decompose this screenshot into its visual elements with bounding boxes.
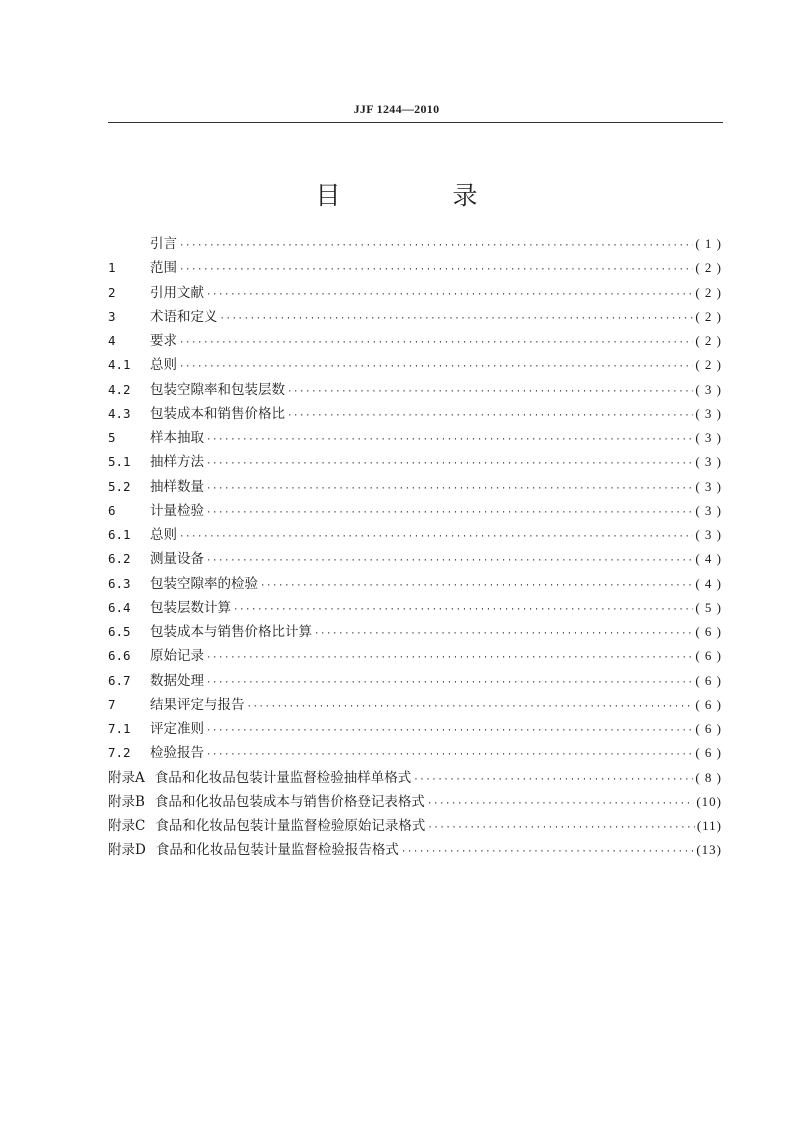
toc-entry	[108, 669, 722, 693]
toc-entry-appendix	[108, 790, 722, 814]
toc-entry-page: ( 3 )	[695, 502, 722, 518]
toc-entry-number: 6.6	[108, 648, 131, 664]
toc-entry-page: (11)	[696, 818, 722, 833]
toc-entry-number: 3	[108, 308, 116, 324]
toc-entry-label: 包装层数计算	[150, 599, 231, 616]
toc-entry-label: 检验报告	[150, 745, 204, 762]
toc-entry-number: 附录B	[108, 793, 145, 810]
toc-entry-label: 结果评定与报告	[150, 696, 245, 713]
toc-entry-number: 附录A	[108, 769, 145, 786]
toc-entry-label: 食品和化妆品包装计量监督检验抽样单格式	[154, 769, 412, 786]
toc-entry-page: ( 4 )	[695, 551, 722, 567]
toc-entry-page: ( 1 )	[695, 236, 722, 251]
toc-entry-label: 食品和化妆品包装计量监督检验报告格式	[155, 842, 399, 859]
toc-entry	[108, 596, 722, 620]
toc-entry-page: ( 2 )	[695, 284, 722, 300]
header-rule	[108, 122, 723, 123]
toc-entry-page: ( 2 )	[695, 357, 722, 373]
toc-entry-label: 样本抽取	[150, 430, 204, 446]
toc-entry-page: ( 5 )	[695, 599, 722, 615]
toc-entry-page: ( 3 )	[695, 405, 722, 421]
toc-entry-number: 6	[108, 502, 116, 518]
toc-entry-label: 总则	[150, 357, 177, 374]
toc-entry-label: 抽样方法	[150, 454, 204, 471]
toc-entry-page: ( 6 )	[695, 624, 722, 639]
toc-entry	[108, 644, 722, 668]
toc-entry-appendix	[108, 814, 722, 838]
toc-leader-dots	[179, 258, 693, 282]
toc-entry-number: 6.2	[108, 551, 131, 567]
toc-entry	[108, 475, 722, 499]
toc-leader-dots	[179, 355, 693, 379]
toc-leader-dots	[287, 380, 693, 404]
toc-entry-page: (13)	[696, 842, 722, 858]
toc-entry	[108, 693, 722, 717]
toc-leader-dots	[260, 574, 693, 598]
toc-entry-number: 6.4	[108, 599, 131, 615]
toc-entry-number: 6.5	[108, 624, 131, 639]
toc-entry-number: 4.2	[108, 381, 131, 397]
toc-entry-appendix	[108, 766, 722, 790]
toc-leader-dots	[206, 743, 693, 767]
toc-entry	[108, 256, 722, 280]
toc-entry-page: ( 4 )	[695, 575, 722, 591]
toc-entry	[108, 232, 722, 256]
toc-entry-label: 术语和定义	[150, 308, 218, 325]
toc-leader-dots	[206, 549, 693, 573]
toc-entry-page: ( 3 )	[695, 430, 722, 445]
toc-title: 目 录	[315, 181, 530, 210]
toc-entry-page: ( 6 )	[695, 696, 722, 712]
toc-entry-label: 引言	[150, 236, 177, 252]
toc-entry-number: 6.3	[108, 575, 131, 591]
standard-code-header: JJF 1244—2010	[353, 102, 440, 116]
toc-entry-number: 6.1	[108, 527, 131, 542]
toc-leader-dots	[206, 671, 693, 695]
toc-leader-dots	[287, 404, 693, 428]
toc-leader-dots	[179, 234, 693, 258]
toc-leader-dots	[427, 816, 694, 840]
toc-entry	[108, 402, 722, 426]
toc-entry-appendix	[108, 838, 722, 862]
toc-entry-page: ( 3 )	[695, 454, 722, 470]
toc-entry-label: 包装成本和销售价格比	[150, 405, 285, 422]
toc-leader-dots	[179, 525, 693, 549]
toc-entry-label: 食品和化妆品包装计量监督检验原始记录格式	[155, 818, 426, 834]
toc-entry-label: 包装空隙率的检验	[150, 575, 258, 592]
toc-entry-label: 食品和化妆品包装成本与销售价格登记表格式	[154, 793, 425, 810]
toc-entry-number: 5	[108, 430, 116, 445]
toc-entry	[108, 620, 722, 644]
toc-entry-number: 4.3	[108, 405, 131, 421]
toc-leader-dots	[206, 646, 693, 670]
toc-leader-dots	[427, 792, 694, 816]
toc-leader-dots	[247, 695, 694, 719]
toc-entry-page: ( 6 )	[695, 721, 722, 736]
toc-leader-dots	[206, 283, 693, 307]
toc-leader-dots	[220, 307, 694, 331]
toc-entry-label: 要求	[150, 333, 177, 349]
toc-entry-number: 附录C	[108, 818, 146, 834]
toc-leader-dots	[206, 428, 693, 452]
toc-entry	[108, 572, 722, 596]
toc-entry-label: 包装空隙率和包装层数	[150, 381, 285, 398]
toc-entry-number: 2	[108, 284, 116, 300]
toc-entry-number: 5.1	[108, 454, 131, 470]
toc-entry-label: 评定准则	[150, 721, 204, 737]
toc-entry-label: 引用文献	[150, 284, 204, 301]
toc-leader-dots	[401, 840, 695, 864]
toc-entry-page: ( 6 )	[695, 648, 722, 664]
toc-entry	[108, 547, 722, 571]
toc-leader-dots	[179, 331, 693, 355]
toc-entry-label: 测量设备	[150, 551, 204, 568]
toc-leader-dots	[413, 768, 693, 792]
toc-entry	[108, 353, 722, 377]
toc-entry-number: 7.1	[108, 721, 131, 736]
toc-entry-page: ( 2 )	[695, 308, 722, 324]
toc-entry-label: 范围	[150, 260, 177, 277]
toc-entry-label: 计量检验	[150, 502, 204, 519]
toc-entry-label: 数据处理	[150, 672, 204, 689]
toc-entry-page: ( 3 )	[695, 381, 722, 397]
toc-leader-dots	[314, 622, 693, 646]
toc-leader-dots	[206, 501, 693, 525]
toc-entry	[108, 523, 722, 547]
toc-entry-label: 原始记录	[150, 648, 204, 665]
toc-entry-page: ( 6 )	[695, 745, 722, 761]
toc-entry-number: 4.1	[108, 357, 131, 373]
toc-entry-number: 6.7	[108, 672, 131, 688]
toc-entry-page: ( 3 )	[695, 478, 722, 494]
toc-leader-dots	[206, 452, 693, 476]
toc-entry-label: 抽样数量	[150, 478, 204, 495]
toc-entry-page: ( 3 )	[695, 527, 722, 542]
toc-entry	[108, 378, 722, 402]
toc-entry	[108, 499, 722, 523]
toc-entry	[108, 450, 722, 474]
toc-entry	[108, 741, 722, 765]
toc-entry-page: ( 8 )	[695, 769, 722, 785]
toc-entry-page: (10)	[696, 793, 722, 809]
toc-entry-number: 5.2	[108, 478, 131, 494]
toc-leader-dots	[206, 477, 693, 501]
toc-entry-label: 包装成本与销售价格比计算	[150, 624, 312, 640]
toc-leader-dots	[206, 719, 693, 743]
toc-entry-number: 7.2	[108, 745, 131, 761]
toc-entry-number: 4	[108, 333, 116, 348]
toc-leader-dots	[233, 598, 693, 622]
toc-entry-number: 附录D	[108, 842, 146, 859]
toc-entry-label: 总则	[150, 527, 177, 543]
toc-entry	[108, 305, 722, 329]
toc-entry	[108, 426, 722, 450]
table-of-contents	[108, 232, 722, 863]
toc-entry-page: ( 2 )	[695, 260, 722, 276]
toc-entry-page: ( 6 )	[695, 672, 722, 688]
toc-entry	[108, 281, 722, 305]
toc-entry	[108, 717, 722, 741]
toc-entry	[108, 329, 722, 353]
toc-entry-number: 7	[108, 696, 116, 712]
toc-entry-page: ( 2 )	[695, 333, 722, 348]
toc-entry-number: 1	[108, 260, 116, 276]
